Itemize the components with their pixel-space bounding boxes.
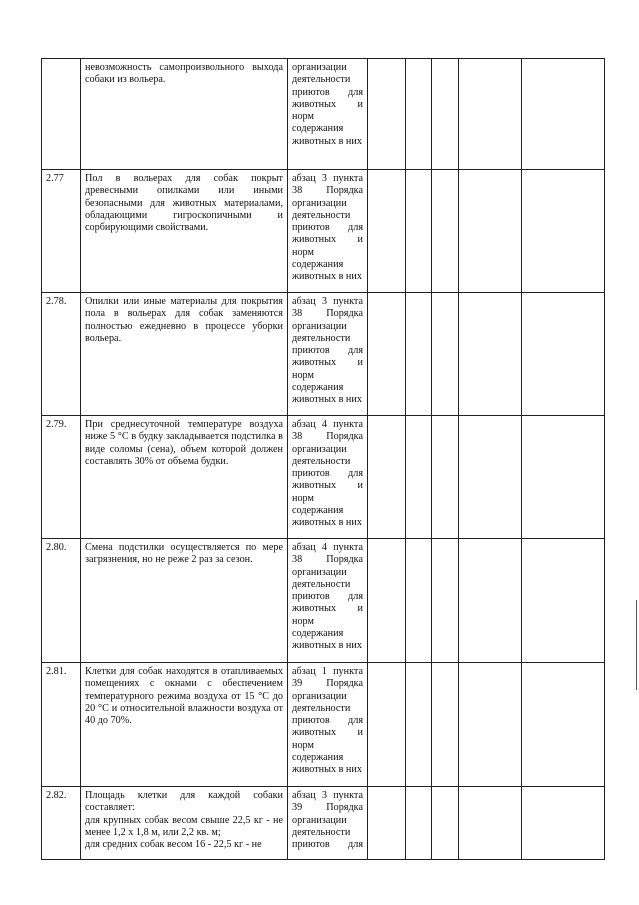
empty-cell <box>522 416 605 539</box>
reference-word: абзац <box>292 666 316 677</box>
row-number: 2.80. <box>42 539 81 663</box>
reference-line <box>292 678 363 690</box>
table-row <box>42 59 605 170</box>
row-number: 2.81. <box>42 663 81 787</box>
reference-line: животных в них <box>292 394 362 406</box>
empty-cell <box>368 539 406 663</box>
reference-line <box>292 431 363 443</box>
reference-word: для <box>348 591 363 603</box>
reference-word: абзац <box>292 296 316 307</box>
reference-line <box>292 802 363 814</box>
reference-word: животных <box>292 98 337 110</box>
reference-line <box>292 99 363 111</box>
reference-line <box>292 468 363 480</box>
empty-cell <box>368 787 406 860</box>
reference-word: животных <box>292 480 337 492</box>
legal-reference <box>288 170 368 293</box>
table-body <box>42 59 605 860</box>
requirement-text: Клетки для собак находятся в отапливаемых помещениях с окнами с обеспечением температурного режима воздуха от 15 °С до 20 °С и относительной влажности воздуха от 40 до 70%. <box>81 663 288 787</box>
reference-word: для <box>348 345 363 357</box>
reference-word: для <box>348 715 363 727</box>
reference-line: деятельности <box>292 455 351 467</box>
reference-word: пункта <box>333 296 363 307</box>
reference-line <box>292 603 363 615</box>
reference-word: абзац <box>292 419 316 430</box>
reference-word: животных <box>292 727 337 739</box>
empty-cell <box>406 416 432 539</box>
empty-cell <box>459 663 522 787</box>
empty-cell <box>522 787 605 860</box>
reference-word: животных <box>292 357 337 369</box>
reference-word: 3 <box>321 296 327 307</box>
empty-cell <box>368 59 406 170</box>
reference-word: Порядка <box>326 802 363 814</box>
reference-line: содержания <box>292 628 344 640</box>
empty-cell <box>459 59 522 170</box>
table-row <box>42 293 605 416</box>
empty-cell <box>522 663 605 787</box>
reference-word: приютов <box>292 839 330 851</box>
reference-word: Порядка <box>326 185 363 197</box>
reference-line <box>292 296 363 308</box>
requirement-line: для средних собак весом 16 - 22,5 кг - не <box>85 839 262 851</box>
requirement-text: При среднесуточной температуре воздуха ниже 5 °С в будку закладывается подстилка в виде соломы (сена), объем которой должен составлять 30% от объема будки. <box>81 416 288 539</box>
reference-word: 38 <box>292 431 303 443</box>
reference-line: деятельности <box>292 332 351 344</box>
empty-cell <box>432 539 459 663</box>
reference-word: и <box>357 727 363 739</box>
empty-cell <box>406 59 432 170</box>
reference-line: содержания <box>292 505 344 517</box>
reference-line <box>292 839 363 851</box>
reference-word: абзац <box>292 173 316 184</box>
reference-line: норм <box>292 111 314 123</box>
legal-reference <box>288 663 368 787</box>
table-row <box>42 539 605 663</box>
empty-cell <box>368 170 406 293</box>
reference-line: содержания <box>292 123 344 135</box>
reference-line <box>292 727 363 739</box>
requirement-text <box>81 787 288 860</box>
reference-line: норм <box>292 492 314 504</box>
reference-line <box>292 357 363 369</box>
reference-line <box>292 308 363 320</box>
reference-word: Порядка <box>326 554 363 566</box>
reference-word: 4 <box>321 419 327 430</box>
empty-cell <box>432 293 459 416</box>
reference-word: для <box>348 839 363 851</box>
empty-cell <box>432 59 459 170</box>
reference-line <box>292 715 363 727</box>
reference-word: и <box>357 234 363 246</box>
empty-cell <box>459 416 522 539</box>
row-number: 2.79. <box>42 416 81 539</box>
reference-word: пункта <box>333 173 363 184</box>
reference-word: 3 <box>321 790 327 801</box>
empty-cell <box>459 293 522 416</box>
row-number: 2.78. <box>42 293 81 416</box>
reference-word: и <box>357 480 363 492</box>
requirement-text: Опилки или иные материалы для покрытия пола в вольерах для собак заменяются полностью ежедневно в процессе уборки вольера. <box>81 293 288 416</box>
table-row <box>42 663 605 787</box>
empty-cell <box>459 787 522 860</box>
reference-line <box>292 554 363 566</box>
reference-word: для <box>348 86 363 98</box>
reference-line <box>292 87 363 99</box>
reference-word: животных <box>292 603 337 615</box>
row-number: 2.82. <box>42 787 81 860</box>
reference-word: животных <box>292 234 337 246</box>
reference-line: деятельности <box>292 826 351 838</box>
empty-cell <box>368 416 406 539</box>
reference-word: приютов <box>292 591 330 603</box>
reference-word: для <box>348 468 363 480</box>
empty-cell <box>368 663 406 787</box>
row-number: 2.77 <box>42 170 81 293</box>
reference-line <box>292 222 363 234</box>
empty-cell <box>522 293 605 416</box>
reference-word: для <box>348 222 363 234</box>
reference-word: и <box>357 98 363 110</box>
reference-line: организации <box>292 566 347 578</box>
reference-line: деятельности <box>292 74 351 86</box>
scan-artifact <box>636 600 637 690</box>
reference-line <box>292 419 363 431</box>
empty-cell <box>522 170 605 293</box>
reference-line: деятельности <box>292 702 351 714</box>
legal-reference <box>288 416 368 539</box>
reference-line <box>292 185 363 197</box>
reference-line <box>292 234 363 246</box>
empty-cell <box>459 170 522 293</box>
reference-word: Порядка <box>326 308 363 320</box>
reference-word: приютов <box>292 715 330 727</box>
requirement-line: для крупных собак весом свыше 22,5 кг - не менее 1,2 х 1,8 м, или 2,2 кв. м; <box>85 814 283 838</box>
reference-line <box>292 480 363 492</box>
reference-line: норм <box>292 246 314 258</box>
reference-line <box>292 542 363 554</box>
empty-cell <box>432 663 459 787</box>
reference-line: животных в них <box>292 135 362 147</box>
reference-word: 1 <box>321 666 327 677</box>
legal-reference <box>288 59 368 170</box>
empty-cell <box>406 293 432 416</box>
checklist-table <box>41 58 605 860</box>
reference-line: организации <box>292 62 347 73</box>
reference-word: абзац <box>292 542 316 553</box>
legal-reference <box>288 539 368 663</box>
reference-word: и <box>357 603 363 615</box>
reference-line: норм <box>292 369 314 381</box>
reference-line: животных в них <box>292 271 362 283</box>
reference-word: и <box>357 357 363 369</box>
reference-word: 38 <box>292 185 303 197</box>
reference-line: содержания <box>292 382 344 394</box>
reference-word: пункта <box>333 419 363 430</box>
reference-word: абзац <box>292 790 316 801</box>
reference-word: 3 <box>321 173 327 184</box>
reference-line: содержания <box>292 259 344 271</box>
reference-line: норм <box>292 739 314 751</box>
empty-cell <box>522 59 605 170</box>
reference-line <box>292 790 363 802</box>
requirement-text: невозможность самопроизвольного выхода собаки из вольера. <box>81 59 288 170</box>
reference-line <box>292 666 363 678</box>
reference-line: организации <box>292 320 347 332</box>
empty-cell <box>432 787 459 860</box>
reference-line: деятельности <box>292 209 351 221</box>
reference-line <box>292 345 363 357</box>
reference-word: пункта <box>333 542 363 553</box>
empty-cell <box>406 787 432 860</box>
empty-cell <box>432 416 459 539</box>
reference-line: организации <box>292 197 347 209</box>
reference-word: Порядка <box>326 431 363 443</box>
empty-cell <box>406 663 432 787</box>
legal-reference <box>288 787 368 860</box>
reference-line: организации <box>292 443 347 455</box>
reference-word: 4 <box>321 542 327 553</box>
reference-word: пункта <box>333 790 363 801</box>
reference-word: приютов <box>292 345 330 357</box>
reference-line <box>292 591 363 603</box>
reference-line: норм <box>292 615 314 627</box>
reference-word: 39 <box>292 678 303 690</box>
table-row <box>42 170 605 293</box>
row-number <box>42 59 81 170</box>
empty-cell <box>406 170 432 293</box>
reference-line: животных в них <box>292 640 362 652</box>
reference-word: приютов <box>292 468 330 480</box>
reference-line: организации <box>292 690 347 702</box>
empty-cell <box>432 170 459 293</box>
reference-line: деятельности <box>292 578 351 590</box>
table-row <box>42 416 605 539</box>
reference-word: 38 <box>292 308 303 320</box>
legal-reference <box>288 293 368 416</box>
empty-cell <box>368 293 406 416</box>
empty-cell <box>459 539 522 663</box>
requirement-line: Площадь клетки для каждой собаки составляет: <box>85 790 283 814</box>
reference-word: Порядка <box>326 678 363 690</box>
reference-line <box>292 173 363 185</box>
reference-word: приютов <box>292 222 330 234</box>
reference-word: 38 <box>292 554 303 566</box>
empty-cell <box>406 539 432 663</box>
table-row <box>42 787 605 860</box>
reference-line: животных в них <box>292 517 362 529</box>
requirement-text: Пол в вольерах для собак покрыт древесными опилками или иными безопасными для животных материалами, обладающими гигроскопичными и сорбирующими свойствами. <box>81 170 288 293</box>
reference-line: животных в них <box>292 764 362 776</box>
reference-word: приютов <box>292 86 330 98</box>
reference-line: содержания <box>292 752 344 764</box>
reference-line: организации <box>292 814 347 826</box>
requirement-text: Смена подстилки осуществляется по мере загрязнения, но не реже 2 раз за сезон. <box>81 539 288 663</box>
empty-cell <box>522 539 605 663</box>
reference-word: 39 <box>292 802 303 814</box>
reference-word: пункта <box>333 666 363 677</box>
